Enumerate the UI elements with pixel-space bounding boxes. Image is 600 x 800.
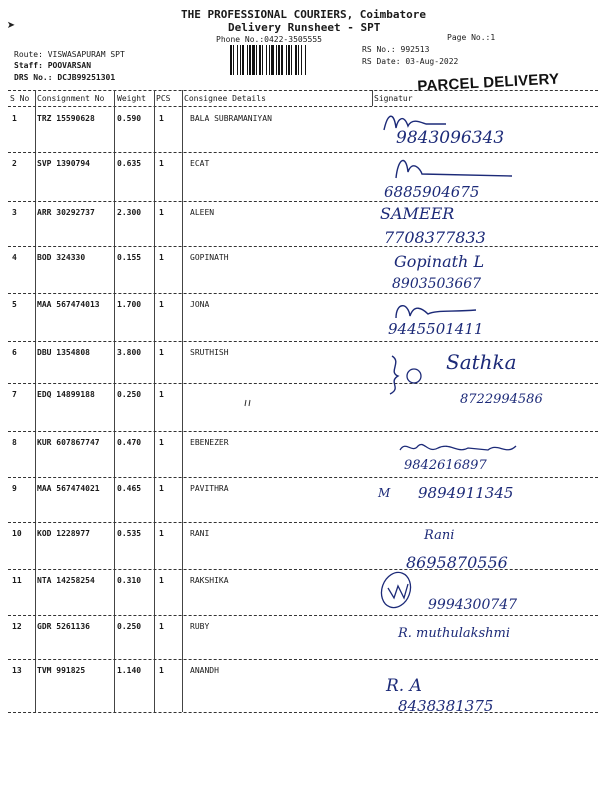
signature-scribble-5 [392, 298, 482, 324]
row-consignee: ECAT [190, 159, 210, 168]
row-weight: 0.635 [117, 159, 142, 168]
page-number: Page No.:1 [447, 33, 496, 42]
staff-label: Staff: POOVARSAN [14, 61, 92, 70]
col-header-signature: Signatur [374, 94, 413, 103]
row-signature-phone: 7708377833 [384, 228, 486, 247]
row-sno: 10 [12, 529, 22, 538]
row-weight: 2.300 [117, 208, 142, 217]
row-consignee: RUBY [190, 622, 210, 631]
row-consignment-no: MAA 567474021 [37, 484, 100, 493]
parcel-delivery-stamp: PARCEL DELIVERY [417, 70, 560, 95]
row-pcs: 1 [159, 159, 164, 168]
row-pcs: 1 [159, 348, 164, 357]
row-signature-name: Sathka [446, 350, 517, 374]
col-divider [114, 90, 115, 712]
row-consignment-no: EDQ 14899188 [37, 390, 95, 399]
row-sno: 5 [12, 300, 17, 309]
signature-scribble-11 [374, 566, 430, 616]
row-consignee: RANI [190, 529, 210, 538]
col-header-pcs: PCS [156, 94, 171, 103]
row-divider [8, 431, 598, 432]
row-weight: 1.140 [117, 666, 142, 675]
row-signature-name: Rani [424, 528, 455, 543]
row-pcs: 1 [159, 576, 164, 585]
route-label: Route: VISWASAPURAM SPT [14, 50, 125, 59]
row-weight: 0.470 [117, 438, 142, 447]
row-pcs: 1 [159, 253, 164, 262]
row-pcs: 1 [159, 390, 164, 399]
row-weight: 0.155 [117, 253, 142, 262]
row-consignment-no: TVM 991825 [37, 666, 86, 675]
rs-date: RS Date: 03-Aug-2022 [362, 57, 459, 66]
row-consignee: RAKSHIKA [190, 576, 229, 585]
row-sno: 13 [12, 666, 22, 675]
scan-mark: ➤ [7, 18, 16, 34]
row-consignment-no: TRZ 15590628 [37, 114, 95, 123]
row-divider [8, 712, 598, 713]
row-consignee: EBENEZER [190, 438, 229, 447]
row-signature-name: M [378, 486, 391, 500]
row-consignment-no: GDR 5261136 [37, 622, 90, 631]
company-name: THE PROFESSIONAL COURIERS, Coimbatore [181, 8, 427, 21]
row-sno: 6 [12, 348, 17, 357]
row-divider [8, 477, 598, 478]
row-divider [8, 659, 598, 660]
row-signature-phone: 6885904675 [384, 183, 480, 201]
rs-number: RS No.: 992513 [362, 45, 430, 54]
row-weight: 1.700 [117, 300, 142, 309]
row-consignee: ANANDH [190, 666, 219, 675]
row-consignment-no: KOD 1228977 [37, 529, 90, 538]
row-signature-phone: 9894911345 [418, 484, 514, 502]
row-signature-name: R. A [386, 676, 422, 696]
row-signature-phone: 9994300747 [428, 597, 518, 613]
col-header-consignment: Consignment No [37, 94, 105, 103]
row-consignment-no: KUR 607867747 [37, 438, 100, 447]
signature-scribble-2 [392, 152, 522, 182]
table-top-rule [8, 90, 598, 91]
row-consignment-no: MAA 567474013 [37, 300, 100, 309]
col-divider [154, 90, 155, 712]
row-sno: 12 [12, 622, 22, 631]
row-weight: 0.535 [117, 529, 142, 538]
barcode-image [230, 45, 354, 75]
row-signature-phone: 9843096343 [396, 128, 505, 148]
row-consignment-no: BOD 324330 [37, 253, 86, 262]
col-header-weight: Weight [117, 94, 146, 103]
row-divider [8, 383, 598, 384]
row-divider [8, 569, 598, 570]
row-signature-phone: 8903503667 [392, 276, 482, 292]
col-header-consignee: Consignee Details [184, 94, 266, 103]
row-pcs: 1 [159, 666, 164, 675]
signature-scribble-8 [398, 438, 528, 460]
row-pcs: 1 [159, 622, 164, 631]
row-consignee: JONA [190, 300, 210, 309]
row-signature-phone: 8722994586 [460, 392, 543, 407]
signature-scribble-7 [244, 398, 256, 408]
row-sno: 7 [12, 390, 17, 399]
row-weight: 0.310 [117, 576, 142, 585]
row-signature-phone: 8438381375 [398, 697, 494, 715]
row-pcs: 1 [159, 300, 164, 309]
row-consignment-no: SVP 1390794 [37, 159, 90, 168]
row-pcs: 1 [159, 438, 164, 447]
row-pcs: 1 [159, 529, 164, 538]
row-divider [8, 522, 598, 523]
row-signature-phone: 9842616897 [404, 458, 487, 473]
signature-scribble-1 [380, 108, 450, 136]
signature-scribble-6 [384, 352, 434, 398]
row-sno: 4 [12, 253, 17, 262]
row-pcs: 1 [159, 114, 164, 123]
row-consignee: PAVITHRA [190, 484, 229, 493]
row-signature-name: R. muthulakshmi [398, 626, 511, 641]
row-consignment-no: DBU 1354808 [37, 348, 90, 357]
row-divider [8, 246, 598, 247]
row-signature-name: SAMEER [380, 204, 455, 223]
row-sno: 3 [12, 208, 17, 217]
row-consignment-no: NTA 14258254 [37, 576, 95, 585]
row-pcs: 1 [159, 208, 164, 217]
row-consignee: SRUTHISH [190, 348, 229, 357]
row-divider [8, 201, 598, 202]
phone-number: Phone No.:0422-3505555 [216, 35, 322, 44]
row-signature-phone: 8695870556 [406, 553, 508, 572]
row-sno: 2 [12, 159, 17, 168]
row-divider [8, 615, 598, 616]
col-header-sno: S No [10, 94, 30, 103]
row-weight: 0.590 [117, 114, 142, 123]
row-weight: 0.250 [117, 622, 142, 631]
row-consignment-no: ARR 30292737 [37, 208, 95, 217]
row-divider [8, 293, 598, 294]
row-weight: 3.800 [117, 348, 142, 357]
header-bottom-rule [8, 106, 598, 107]
row-signature-name: Gopinath L [394, 252, 485, 271]
row-sno: 1 [12, 114, 17, 123]
col-divider [182, 90, 183, 712]
row-consignee: GOPINATH [190, 253, 229, 262]
row-sno: 11 [12, 576, 22, 585]
row-weight: 0.250 [117, 390, 142, 399]
row-consignee: ALEEN [190, 208, 215, 217]
row-consignee: BALA SUBRAMANIYAN [190, 114, 272, 123]
drs-number: DRS No.: DCJB99251301 [14, 73, 116, 82]
row-weight: 0.465 [117, 484, 142, 493]
runsheet-title: Delivery Runsheet - SPT [228, 21, 381, 34]
col-divider [372, 90, 373, 106]
row-sno: 8 [12, 438, 17, 447]
row-sno: 9 [12, 484, 17, 493]
row-signature-phone: 9445501411 [388, 320, 484, 338]
col-divider [35, 90, 36, 712]
row-divider [8, 341, 598, 342]
row-pcs: 1 [159, 484, 164, 493]
